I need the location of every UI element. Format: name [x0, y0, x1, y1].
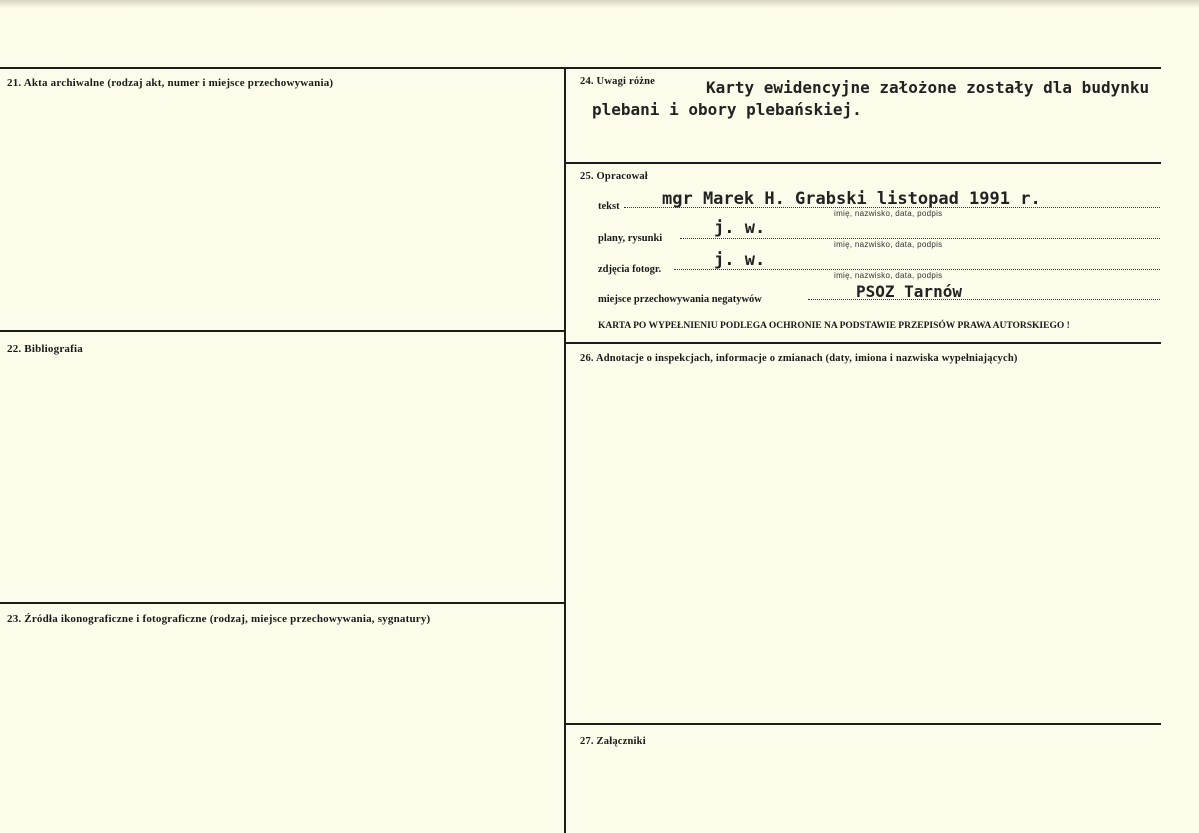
- divider-25-26: [566, 342, 1161, 344]
- zdjecia-hint: imię, nazwisko, data, podpis: [834, 271, 943, 280]
- paper-edge-shadow: [0, 0, 1199, 8]
- section-24-text-line1: Karty ewidencyjne założone zostały dla budynku: [706, 78, 1150, 97]
- zdjecia-value: j. w.: [714, 250, 766, 270]
- tekst-value: mgr Marek H. Grabski listopad 1991 r.: [662, 189, 1041, 209]
- section-27-label: 27. Załączniki: [580, 736, 646, 747]
- divider-21-22: [0, 330, 566, 332]
- section-24-text-line2: plebani i obory plebańskiej.: [592, 100, 862, 119]
- tekst-label: tekst: [598, 201, 620, 212]
- plany-dotted-line: [680, 238, 1160, 239]
- divider-24-25: [566, 162, 1161, 164]
- section-22-label: 22. Bibliografia: [7, 343, 83, 355]
- plany-value: j. w.: [714, 218, 766, 238]
- section-26-label: 26. Adnotacje o inspekcjach, informacje o zmianach (daty, imiona i nazwiska wypełniających): [580, 353, 1018, 364]
- copyright-notice: KARTA PO WYPEŁNIENIU PODLEGA OCHRONIE NA PODSTAWIE PRZEPISÓW PRAWA AUTORSKIEGO !: [598, 321, 1070, 331]
- section-24-label: 24. Uwagi różne: [580, 76, 656, 87]
- tekst-hint: imię, nazwisko, data, podpis: [834, 209, 943, 218]
- top-border-right: [566, 67, 1161, 69]
- plany-label: plany, rysunki: [598, 233, 663, 244]
- section-23-label: 23. Źródła ikonograficzne i fotograficzne (rodzaj, miejsce przechowywania, sygnatury): [7, 613, 431, 625]
- divider-26-27: [566, 723, 1161, 725]
- zdjecia-label: zdjęcia fotogr.: [598, 264, 662, 275]
- vertical-divider: [564, 67, 566, 833]
- section-25-label: 25. Opracował: [580, 171, 648, 182]
- divider-22-23: [0, 602, 566, 604]
- negatywy-value: PSOZ Tarnów: [856, 282, 962, 301]
- section-21-label: 21. Akta archiwalne (rodzaj akt, numer i miejsce przechowywania): [7, 77, 334, 89]
- plany-hint: imię, nazwisko, data, podpis: [834, 240, 943, 249]
- top-border-left: [0, 67, 566, 69]
- negatywy-label: miejsce przechowywania negatywów: [598, 294, 762, 305]
